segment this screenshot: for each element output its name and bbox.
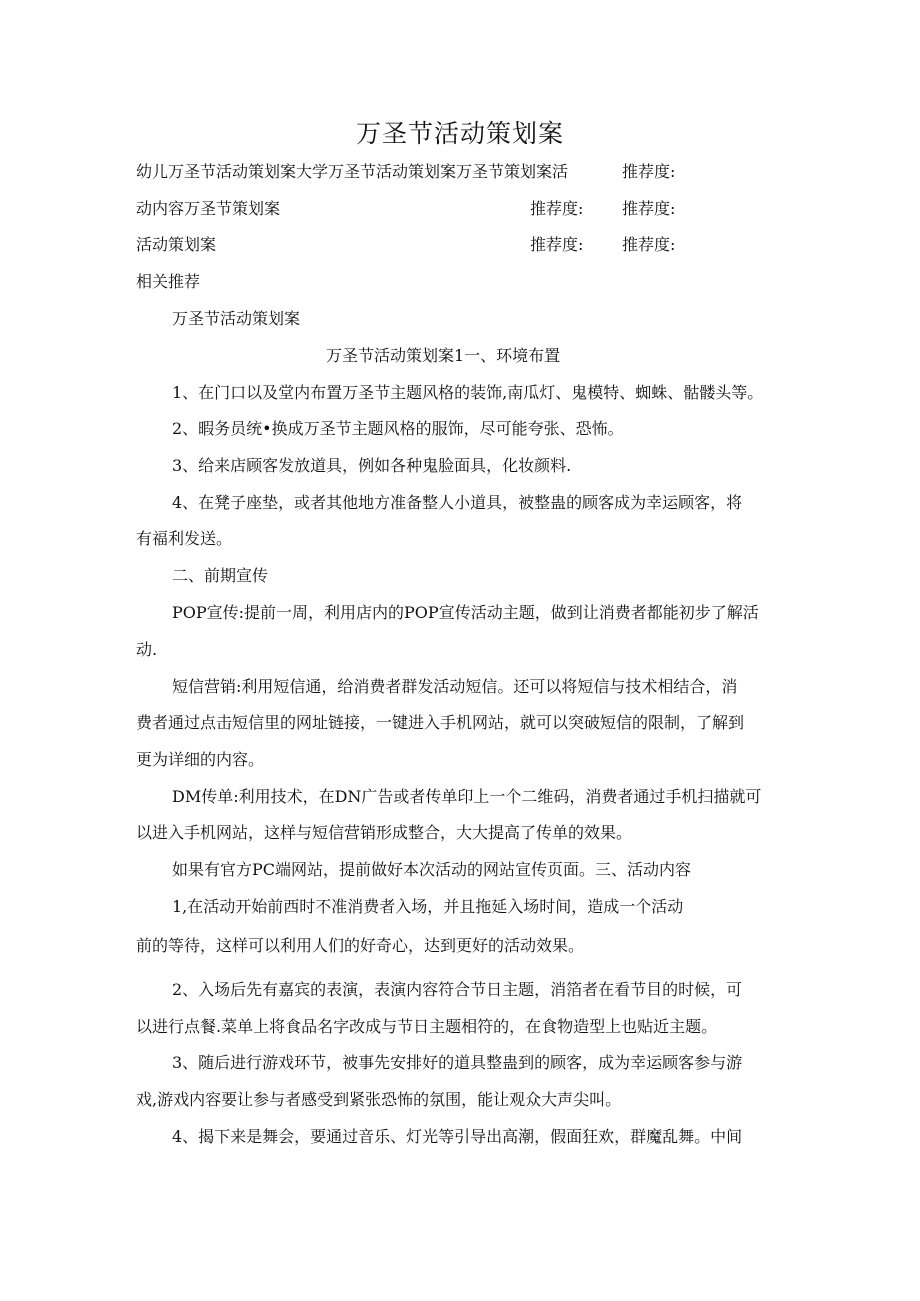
recommend-links[interactable]: 活动策划案: [136, 235, 217, 254]
paragraph-line: 如果有官方PC端网站，提前做好本次活动的网站宣传页面。三、活动内容: [172, 860, 692, 879]
recommend-row-3: [136, 235, 696, 255]
recommend-score-label: 推荐度:: [622, 199, 676, 218]
paragraph-line: 戏,游戏内容要让参与者感受到紧张恐怖的氛围，能让观众大声尖叫。: [136, 1090, 622, 1109]
recommend-row-1: [136, 162, 696, 182]
section-heading: 万圣节活动策划案1一、环境布置: [326, 346, 561, 365]
recommend-score-label: 推荐度:: [622, 162, 676, 181]
recommend-links[interactable]: 动内容万圣节策划案: [136, 199, 281, 218]
paragraph-line: 3、给来店顾客发放道具，例如各种鬼脸面具，化妆颜料.: [172, 456, 572, 475]
document-subtitle: 万圣节活动策划案: [172, 309, 301, 328]
paragraph-line: 4、在凳子座垫，或者其他地方准备整人小道具，被整蛊的顾客成为幸运顾客，将: [172, 493, 743, 512]
paragraph-line: 1、在门口以及堂内布置万圣节主题风格的装饰,南瓜灯、鬼模特、蜘蛛、骷髅头等。: [172, 383, 764, 402]
paragraph-line: 以进入手机网站，这样与短信营销形成整合，大大提高了传单的效果。: [136, 823, 633, 842]
paragraph-line: 费者通过点击短信里的网址链接，一键进入手机网站，就可以突破短信的限制，了解到: [136, 713, 745, 732]
related-heading: 相关推荐: [136, 272, 201, 291]
paragraph-line: 4、揭下来是舞会，要通过音乐、灯光等引导出高潮，假面狂欢，群魔乱舞。中间: [172, 1127, 743, 1146]
paragraph-line: 前的等待，这样可以利用人们的好奇心，达到更好的活动效果。: [136, 936, 585, 955]
recommend-links[interactable]: 幼儿万圣节活动策划案大学万圣节活动策划案万圣节策划案活: [136, 162, 569, 181]
paragraph-line: 短信营销:利用短信通，给消费者群发活动短信。还可以将短信与技术相结合，消: [172, 677, 738, 696]
paragraph-line: DM传单:利用技术，在DN广告或者传单印上一个二维码，消费者通过手机扫描就可: [172, 787, 762, 806]
paragraph-line: 1,在活动开始前西时不准消费者入场，并且拖延入场时间，造成一个活动: [172, 897, 684, 916]
paragraph-line: POP宣传:提前一周，利用店内的POP宣传活动主题，做到让消费者都能初步了解活: [172, 603, 759, 622]
recommend-score-label: 推荐度:: [530, 235, 584, 254]
recommend-score-label: 推荐度:: [530, 199, 584, 218]
recommend-row-2: [136, 199, 696, 219]
paragraph-line: 3、随后进行游戏环节，被事先安排好的道具整蛊到的顾客，成为幸运顾客参与游: [172, 1053, 743, 1072]
paragraph-line: 有福利发送。: [136, 529, 233, 548]
recommend-score-label: 推荐度:: [622, 235, 676, 254]
section-heading: 二、前期宣传: [172, 566, 269, 585]
paragraph-line: 动.: [136, 640, 158, 659]
paragraph-line: 2、暇务员统•换成万圣节主题风格的服饰，尽可能夸张、恐怖。: [172, 419, 624, 438]
paragraph-line: 2、入场后先有嘉宾的表演，表演内容符合节日主题，消箔者在看节目的时候，可: [172, 980, 743, 999]
paragraph-line: 更为详细的内容。: [136, 750, 265, 769]
paragraph-line: 以进行点餐.菜单上将食品名字改成与节日主题相符的，在食物造型上也贴近主题。: [136, 1017, 718, 1036]
document-title: 万圣节活动策划案: [355, 119, 564, 148]
